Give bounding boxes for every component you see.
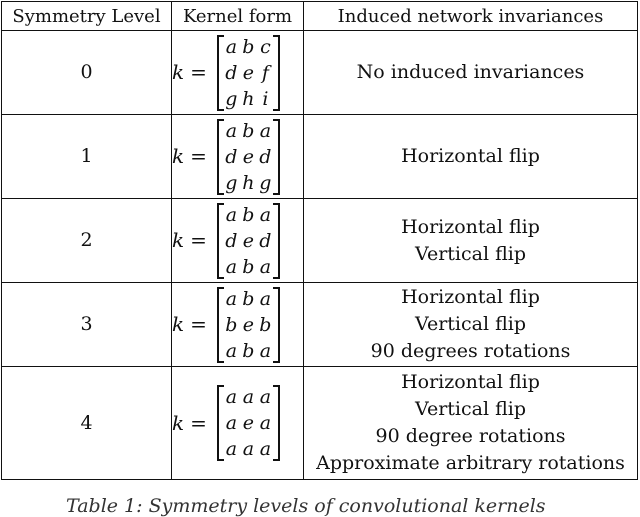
invariance-item: Horizontal flip [401, 371, 540, 393]
matrix-entry: d [225, 61, 238, 84]
invariance-item: Vertical flip [414, 242, 526, 265]
matrix-entry: h [242, 87, 255, 110]
matrix-entry: a [259, 203, 272, 226]
matrix-entry: f [261, 61, 269, 84]
invariances-cell [304, 31, 638, 115]
matrix-entry: d [225, 145, 238, 168]
matrix-entry: b [259, 313, 272, 336]
equals-sign: = [190, 410, 207, 435]
matrix-entry: g [225, 87, 238, 110]
table-row [2, 115, 638, 199]
kernel-label [172, 143, 207, 170]
equals-sign: = [190, 144, 207, 168]
matrix-entry: a [225, 438, 238, 460]
invariances-cell [304, 367, 638, 480]
matrix-entry: a [259, 255, 272, 278]
symmetry-table [1, 1, 638, 480]
invariances-cell [304, 115, 638, 199]
table-row [2, 31, 638, 115]
table-row [2, 283, 638, 367]
matrix-entry: a [259, 339, 272, 362]
matrix-entry: b [242, 35, 255, 58]
equals-sign: = [190, 228, 207, 252]
matrix-entry: b [242, 339, 255, 362]
matrix-entry: a [242, 438, 255, 460]
matrix-row [223, 286, 274, 312]
matrix-entry: a [259, 386, 272, 408]
header-induced-invariances: Induced network invariances [304, 2, 638, 31]
matrix-entry: d [225, 229, 238, 252]
matrix-entry: a [225, 287, 238, 310]
kernel-form-cell [172, 115, 304, 199]
matrix-entry: a [259, 119, 272, 142]
symmetry-level-cell: 3 [2, 283, 172, 367]
matrix-row [223, 436, 274, 462]
kernel-matrix [217, 118, 280, 196]
matrix-entry: d [259, 145, 272, 168]
kernel-matrix [217, 34, 280, 112]
matrix-entry: a [259, 287, 272, 310]
matrix-entry: d [259, 229, 272, 252]
matrix-entry: b [225, 313, 238, 336]
kernel-variable: k [172, 312, 185, 336]
matrix-entry: e [242, 412, 255, 434]
header-row [2, 2, 638, 31]
matrix-entry: a [225, 35, 238, 58]
matrix-entry: a [225, 119, 238, 142]
kernel-matrix [217, 286, 280, 364]
invariance-item: Approximate arbitrary rotations [316, 452, 625, 474]
invariance-item: No induced invariances [356, 61, 585, 83]
kernel-form-cell [172, 283, 304, 367]
matrix-entry: a [225, 412, 238, 434]
kernel-form-cell [172, 367, 304, 480]
equals-sign: = [190, 312, 207, 336]
invariances-cell [304, 199, 638, 283]
kernel-matrix [217, 384, 280, 462]
matrix-row [223, 312, 274, 338]
kernel-variable: k [172, 144, 185, 168]
matrix-row [223, 410, 274, 436]
matrix-entry: b [242, 287, 255, 310]
matrix-entry: a [225, 339, 238, 362]
matrix-row [223, 384, 274, 410]
kernel-variable: k [172, 60, 185, 84]
invariance-item: 90 degrees rotations [370, 340, 571, 362]
invariance-item: Horizontal flip [401, 215, 540, 238]
header-kernel-form: Kernel form [172, 2, 304, 31]
matrix-row [223, 86, 274, 112]
matrix-entry: g [225, 171, 238, 194]
matrix-row [223, 34, 274, 60]
symmetry-level-cell: 1 [2, 115, 172, 199]
matrix-entry: a [225, 255, 238, 278]
kernel-form-cell [172, 31, 304, 115]
matrix-entry: i [262, 87, 269, 110]
matrix-entry: c [260, 35, 271, 58]
header-symmetry-level: Symmetry Level [2, 2, 172, 31]
matrix-entry: a [225, 203, 238, 226]
kernel-label [172, 227, 207, 254]
invariance-item: Vertical flip [414, 313, 526, 335]
matrix-entry: e [242, 145, 255, 168]
symmetry-level-cell: 4 [2, 367, 172, 480]
table-row [2, 367, 638, 480]
matrix-entry: b [242, 255, 255, 278]
matrix-row [223, 60, 274, 86]
matrix-entry: b [242, 119, 255, 142]
matrix-row [223, 202, 274, 228]
kernel-form-cell [172, 199, 304, 283]
kernel-label [172, 59, 207, 86]
kernel-matrix [217, 202, 280, 280]
matrix-row [223, 144, 274, 170]
kernel-equation [172, 118, 303, 196]
kernel-equation [172, 34, 303, 112]
matrix-entry: e [242, 61, 255, 84]
kernel-equation [172, 202, 303, 280]
matrix-row [223, 254, 274, 280]
kernel-variable: k [172, 228, 185, 252]
kernel-variable: k [172, 410, 185, 435]
matrix-entry: b [242, 203, 255, 226]
matrix-row [223, 338, 274, 364]
kernel-label [172, 311, 207, 338]
matrix-entry: a [225, 386, 238, 408]
invariance-item: Vertical flip [414, 398, 526, 420]
matrix-row [223, 170, 274, 196]
kernel-equation [172, 286, 303, 364]
equals-sign: = [190, 60, 207, 84]
matrix-entry: h [242, 171, 255, 194]
invariance-item: Horizontal flip [401, 286, 540, 308]
table-row [2, 199, 638, 283]
kernel-label [172, 410, 207, 437]
symmetry-level-cell: 2 [2, 199, 172, 283]
invariance-item: Horizontal flip [401, 145, 540, 167]
table-caption: Table 1: Symmetry levels of convolutional kernels [66, 495, 546, 517]
matrix-row [223, 118, 274, 144]
matrix-entry: a [242, 386, 255, 408]
symmetry-level-cell: 0 [2, 31, 172, 115]
matrix-entry: g [259, 171, 272, 194]
invariances-cell [304, 283, 638, 367]
matrix-row [223, 228, 274, 254]
kernel-equation [172, 384, 303, 462]
matrix-entry: a [259, 412, 272, 434]
matrix-entry: a [259, 438, 272, 460]
invariance-item: 90 degree rotations [375, 425, 566, 447]
matrix-entry: e [242, 313, 255, 336]
matrix-entry: e [242, 229, 255, 252]
